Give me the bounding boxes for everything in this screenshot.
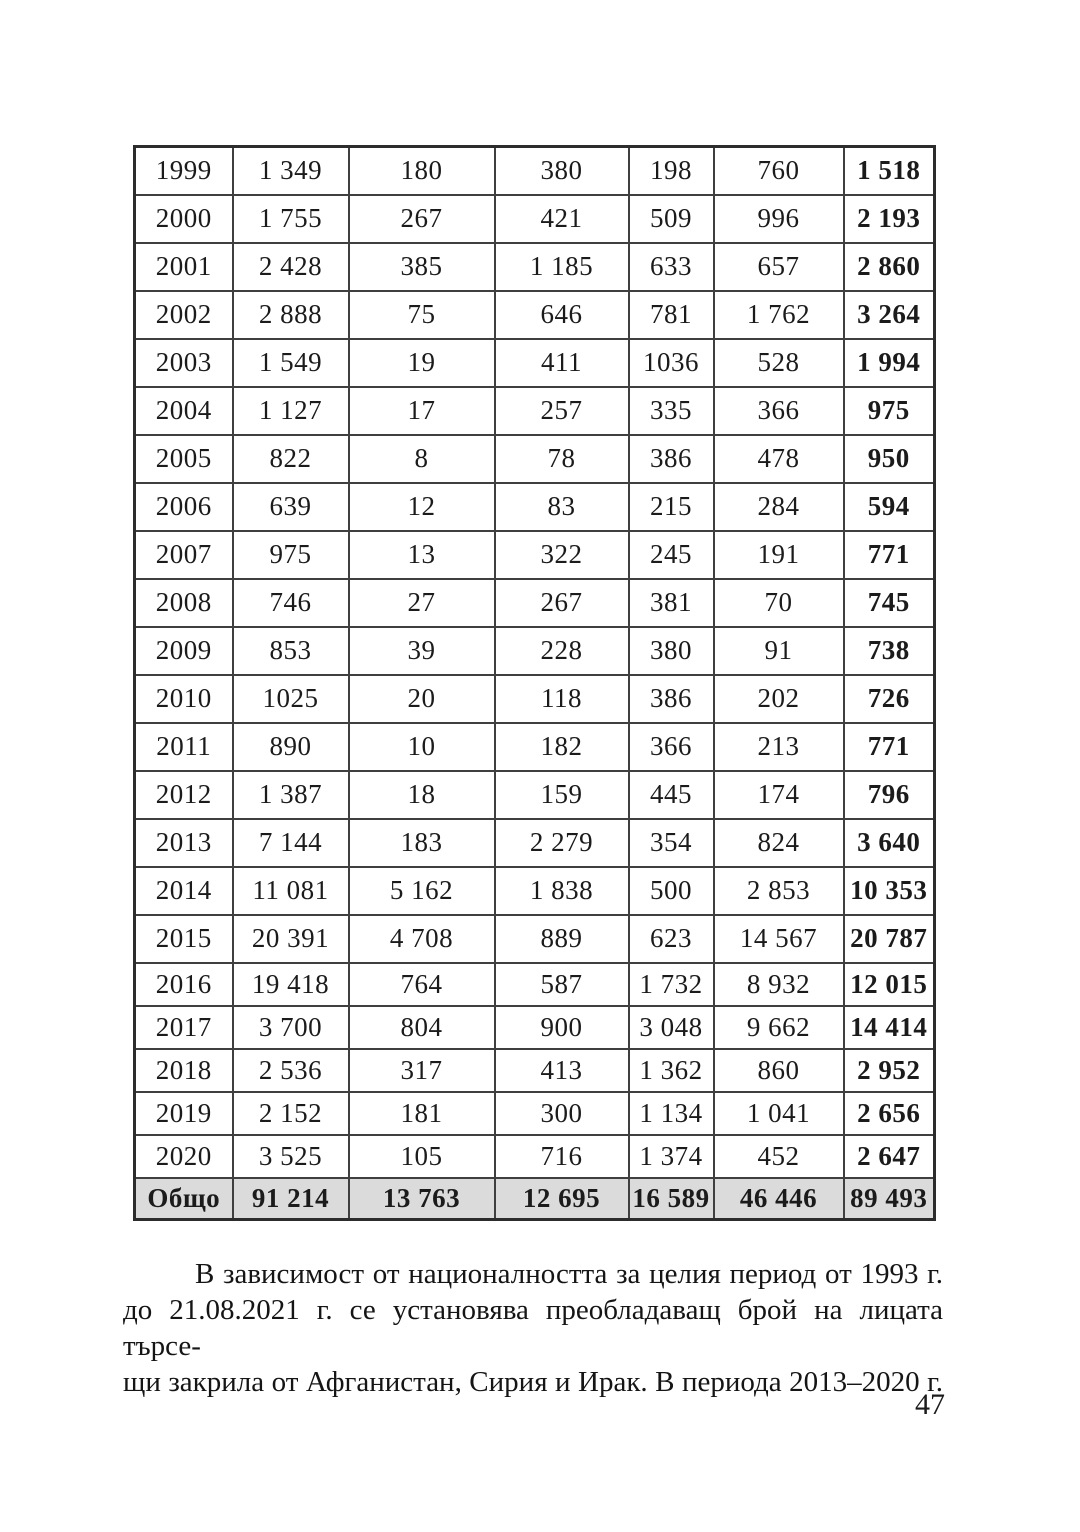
table-row xyxy=(135,1092,935,1135)
value-cell: 354 xyxy=(629,819,714,867)
value-cell: 267 xyxy=(349,195,495,243)
value-cell: 587 xyxy=(495,963,629,1006)
value-cell: 1036 xyxy=(629,339,714,387)
year-cell: 2016 xyxy=(135,963,233,1006)
value-cell: 3 048 xyxy=(629,1006,714,1049)
total-cell: 975 xyxy=(844,387,935,435)
total-cell: 2 860 xyxy=(844,243,935,291)
year-cell: 2015 xyxy=(135,915,233,963)
value-cell: 411 xyxy=(495,339,629,387)
value-cell: 39 xyxy=(349,627,495,675)
year-cell: 2007 xyxy=(135,531,233,579)
value-cell: 18 xyxy=(349,771,495,819)
total-cell: 2 656 xyxy=(844,1092,935,1135)
value-cell: 12 695 xyxy=(495,1178,629,1220)
value-cell: 267 xyxy=(495,579,629,627)
value-cell: 17 xyxy=(349,387,495,435)
value-cell: 14 567 xyxy=(714,915,844,963)
value-cell: 2 279 xyxy=(495,819,629,867)
value-cell: 20 xyxy=(349,675,495,723)
value-cell: 118 xyxy=(495,675,629,723)
total-cell: 89 493 xyxy=(844,1178,935,1220)
year-cell: 2003 xyxy=(135,339,233,387)
value-cell: 46 446 xyxy=(714,1178,844,1220)
value-cell: 380 xyxy=(629,627,714,675)
table-row xyxy=(135,1135,935,1178)
value-cell: 1 387 xyxy=(233,771,349,819)
table-row xyxy=(135,1049,935,1092)
value-cell: 746 xyxy=(233,579,349,627)
value-cell: 646 xyxy=(495,291,629,339)
value-cell: 1 732 xyxy=(629,963,714,1006)
value-cell: 16 589 xyxy=(629,1178,714,1220)
value-cell: 8 xyxy=(349,435,495,483)
total-cell: 771 xyxy=(844,723,935,771)
asylum-statistics-table xyxy=(133,145,936,1221)
year-cell: 2004 xyxy=(135,387,233,435)
total-cell: 3 264 xyxy=(844,291,935,339)
value-cell: 335 xyxy=(629,387,714,435)
total-cell: 12 015 xyxy=(844,963,935,1006)
table-row xyxy=(135,675,935,723)
value-cell: 889 xyxy=(495,915,629,963)
paragraph-line-1: В зависимост от националността за целия период от 1993 г. xyxy=(195,1258,943,1290)
year-cell: 2012 xyxy=(135,771,233,819)
value-cell: 890 xyxy=(233,723,349,771)
value-cell: 716 xyxy=(495,1135,629,1178)
value-cell: 245 xyxy=(629,531,714,579)
value-cell: 3 700 xyxy=(233,1006,349,1049)
total-cell: 10 353 xyxy=(844,867,935,915)
value-cell: 75 xyxy=(349,291,495,339)
total-cell: 738 xyxy=(844,627,935,675)
value-cell: 257 xyxy=(495,387,629,435)
value-cell: 1 549 xyxy=(233,339,349,387)
table-row xyxy=(135,819,935,867)
value-cell: 1 362 xyxy=(629,1049,714,1092)
year-cell: 2006 xyxy=(135,483,233,531)
table-row xyxy=(135,243,935,291)
value-cell: 7 144 xyxy=(233,819,349,867)
value-cell: 781 xyxy=(629,291,714,339)
table-row xyxy=(135,915,935,963)
value-cell: 824 xyxy=(714,819,844,867)
value-cell: 528 xyxy=(714,339,844,387)
value-cell: 900 xyxy=(495,1006,629,1049)
value-cell: 182 xyxy=(495,723,629,771)
value-cell: 386 xyxy=(629,435,714,483)
value-cell: 1 838 xyxy=(495,867,629,915)
value-cell: 4 708 xyxy=(349,915,495,963)
value-cell: 20 391 xyxy=(233,915,349,963)
value-cell: 421 xyxy=(495,195,629,243)
table-row xyxy=(135,147,935,195)
total-cell: 2 952 xyxy=(844,1049,935,1092)
value-cell: 27 xyxy=(349,579,495,627)
value-cell: 13 763 xyxy=(349,1178,495,1220)
value-cell: 853 xyxy=(233,627,349,675)
table-row xyxy=(135,627,935,675)
value-cell: 8 932 xyxy=(714,963,844,1006)
year-cell: 2005 xyxy=(135,435,233,483)
value-cell: 639 xyxy=(233,483,349,531)
value-cell: 83 xyxy=(495,483,629,531)
table-row xyxy=(135,771,935,819)
value-cell: 183 xyxy=(349,819,495,867)
year-cell: 2017 xyxy=(135,1006,233,1049)
table-row xyxy=(135,723,935,771)
year-cell: 1999 xyxy=(135,147,233,195)
value-cell: 91 214 xyxy=(233,1178,349,1220)
year-cell: 2001 xyxy=(135,243,233,291)
value-cell: 366 xyxy=(629,723,714,771)
total-cell: 20 787 xyxy=(844,915,935,963)
total-cell: 796 xyxy=(844,771,935,819)
page-number: 47 xyxy=(915,1388,945,1421)
value-cell: 202 xyxy=(714,675,844,723)
value-cell: 413 xyxy=(495,1049,629,1092)
table-row xyxy=(135,1006,935,1049)
year-cell: 2018 xyxy=(135,1049,233,1092)
table-row xyxy=(135,195,935,243)
value-cell: 78 xyxy=(495,435,629,483)
table-row xyxy=(135,867,935,915)
year-cell: 2013 xyxy=(135,819,233,867)
value-cell: 1 762 xyxy=(714,291,844,339)
value-cell: 215 xyxy=(629,483,714,531)
value-cell: 91 xyxy=(714,627,844,675)
table-total-row xyxy=(135,1178,935,1220)
year-cell: 2019 xyxy=(135,1092,233,1135)
value-cell: 19 xyxy=(349,339,495,387)
table-row xyxy=(135,963,935,1006)
total-cell: 726 xyxy=(844,675,935,723)
value-cell: 478 xyxy=(714,435,844,483)
value-cell: 385 xyxy=(349,243,495,291)
value-cell: 228 xyxy=(495,627,629,675)
year-cell: 2020 xyxy=(135,1135,233,1178)
value-cell: 381 xyxy=(629,579,714,627)
value-cell: 2 853 xyxy=(714,867,844,915)
value-cell: 181 xyxy=(349,1092,495,1135)
table-row xyxy=(135,579,935,627)
value-cell: 1 185 xyxy=(495,243,629,291)
value-cell: 764 xyxy=(349,963,495,1006)
year-cell: 2009 xyxy=(135,627,233,675)
value-cell: 5 162 xyxy=(349,867,495,915)
total-cell: 1 994 xyxy=(844,339,935,387)
total-cell: 950 xyxy=(844,435,935,483)
year-cell: 2014 xyxy=(135,867,233,915)
value-cell: 996 xyxy=(714,195,844,243)
year-cell: 2000 xyxy=(135,195,233,243)
table-row xyxy=(135,483,935,531)
value-cell: 198 xyxy=(629,147,714,195)
year-cell: 2002 xyxy=(135,291,233,339)
body-paragraph xyxy=(123,1256,943,1400)
total-cell: 594 xyxy=(844,483,935,531)
value-cell: 633 xyxy=(629,243,714,291)
value-cell: 445 xyxy=(629,771,714,819)
value-cell: 380 xyxy=(495,147,629,195)
value-cell: 860 xyxy=(714,1049,844,1092)
value-cell: 11 081 xyxy=(233,867,349,915)
value-cell: 822 xyxy=(233,435,349,483)
value-cell: 1025 xyxy=(233,675,349,723)
total-cell: 1 518 xyxy=(844,147,935,195)
value-cell: 2 428 xyxy=(233,243,349,291)
value-cell: 1 134 xyxy=(629,1092,714,1135)
total-cell: 771 xyxy=(844,531,935,579)
value-cell: 284 xyxy=(714,483,844,531)
value-cell: 1 041 xyxy=(714,1092,844,1135)
value-cell: 500 xyxy=(629,867,714,915)
value-cell: 1 127 xyxy=(233,387,349,435)
value-cell: 180 xyxy=(349,147,495,195)
table-row xyxy=(135,291,935,339)
table-row xyxy=(135,387,935,435)
value-cell: 975 xyxy=(233,531,349,579)
value-cell: 70 xyxy=(714,579,844,627)
year-cell: 2008 xyxy=(135,579,233,627)
table-row xyxy=(135,339,935,387)
total-cell: 2 193 xyxy=(844,195,935,243)
value-cell: 2 888 xyxy=(233,291,349,339)
table-row xyxy=(135,531,935,579)
value-cell: 213 xyxy=(714,723,844,771)
total-cell: 14 414 xyxy=(844,1006,935,1049)
year-cell: 2011 xyxy=(135,723,233,771)
value-cell: 9 662 xyxy=(714,1006,844,1049)
paragraph-line-3: щи закрила от Афганистан, Сирия и Ирак. В периода 2013–2020 г. xyxy=(123,1366,943,1398)
total-label-cell: Общо xyxy=(135,1178,233,1220)
value-cell: 1 755 xyxy=(233,195,349,243)
paragraph-line-2: до 21.08.2021 г. се установява преобладаващ брой на лицата търсе- xyxy=(123,1294,943,1362)
value-cell: 623 xyxy=(629,915,714,963)
table-body xyxy=(135,147,935,1220)
value-cell: 657 xyxy=(714,243,844,291)
value-cell: 760 xyxy=(714,147,844,195)
year-cell: 2010 xyxy=(135,675,233,723)
value-cell: 2 152 xyxy=(233,1092,349,1135)
value-cell: 1 374 xyxy=(629,1135,714,1178)
value-cell: 317 xyxy=(349,1049,495,1092)
value-cell: 174 xyxy=(714,771,844,819)
value-cell: 191 xyxy=(714,531,844,579)
value-cell: 19 418 xyxy=(233,963,349,1006)
total-cell: 745 xyxy=(844,579,935,627)
value-cell: 159 xyxy=(495,771,629,819)
value-cell: 300 xyxy=(495,1092,629,1135)
value-cell: 322 xyxy=(495,531,629,579)
value-cell: 2 536 xyxy=(233,1049,349,1092)
value-cell: 366 xyxy=(714,387,844,435)
value-cell: 804 xyxy=(349,1006,495,1049)
total-cell: 2 647 xyxy=(844,1135,935,1178)
value-cell: 509 xyxy=(629,195,714,243)
value-cell: 1 349 xyxy=(233,147,349,195)
value-cell: 386 xyxy=(629,675,714,723)
total-cell: 3 640 xyxy=(844,819,935,867)
value-cell: 13 xyxy=(349,531,495,579)
value-cell: 12 xyxy=(349,483,495,531)
value-cell: 452 xyxy=(714,1135,844,1178)
value-cell: 105 xyxy=(349,1135,495,1178)
value-cell: 10 xyxy=(349,723,495,771)
table-row xyxy=(135,435,935,483)
value-cell: 3 525 xyxy=(233,1135,349,1178)
